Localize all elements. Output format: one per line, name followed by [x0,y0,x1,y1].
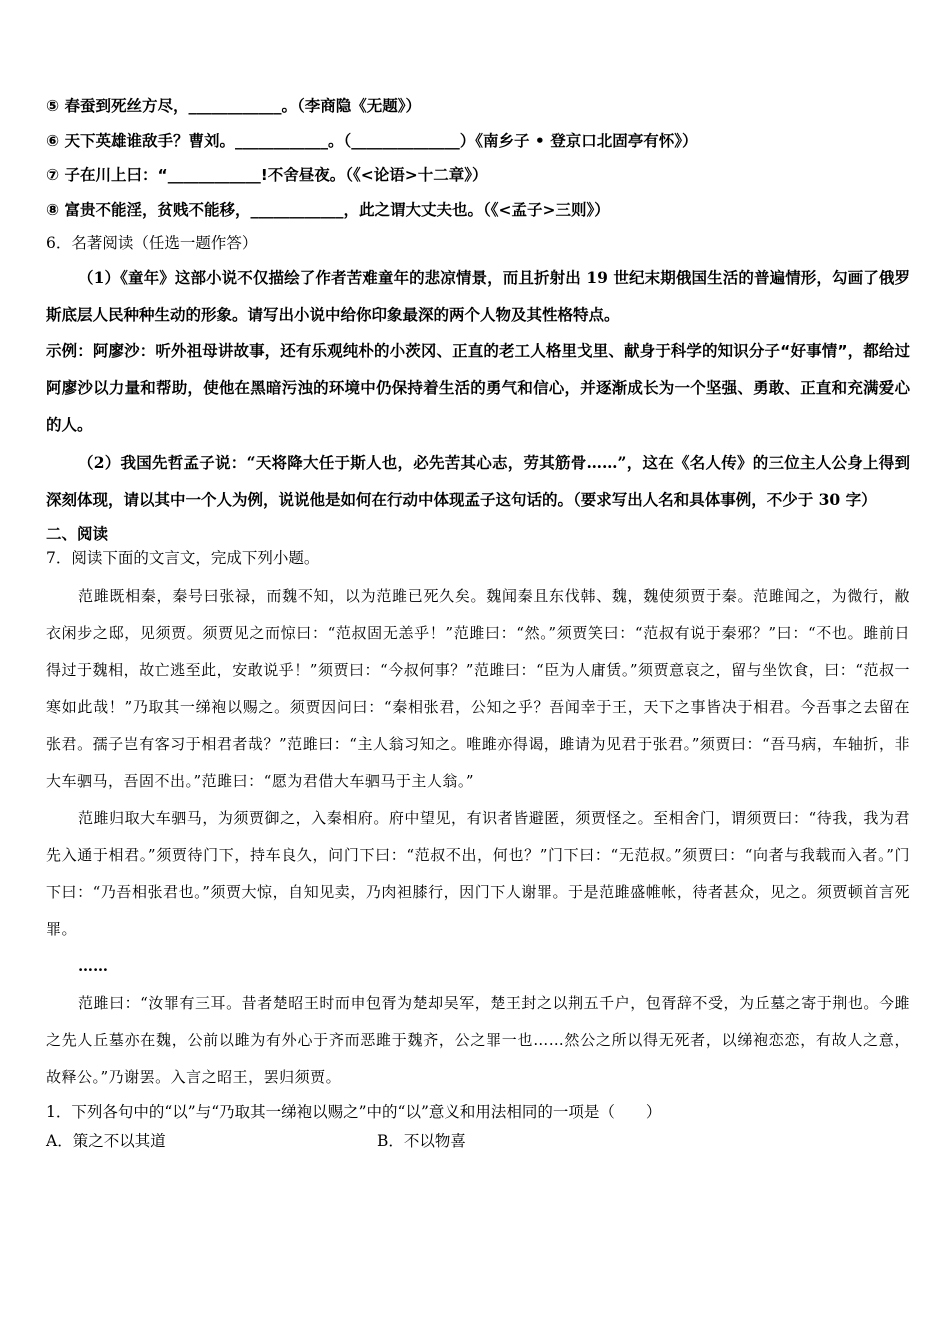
passage-paragraph-2: 范雎归取大车驷马，为须贾御之，入秦相府。府中望见，有识者皆避匿，须贾怪之。至相舍门，谓须贾曰：“待我，我为君先入通于相君。”须贾待门下，持车良久，问门下曰：“范叔不出，何也？”门下曰：“无范叔。”须贾曰：“向者与我载而入者。”门下曰：“乃吾相张君也。”须贾大惊，自知见卖，乃肉袒膝行，因门下人谢罪。于是范雎盛帷帐，待者甚众，见之。须贾顿首言死罪。 [46,809,910,939]
recitation-item-7: ⑦ 子在川上曰：“____________!不舍昼夜。（《<论语>十二章》） [46,166,488,185]
section-2-heading: 二、阅读 [46,525,109,544]
passage-ellipsis: …… [78,957,108,976]
option-a[interactable]: A．策之不以其道 [46,1132,166,1151]
question-6-part-1: （1）《童年》这部小说不仅描绘了作者苦难童年的悲凉情景，而且折射出 19 世纪末期俄国生活的普遍情形，勾画了俄罗斯底层人民种种生动的形象。请写出小说中给你印象最深的两个人物及其性格特点。 [46,268,910,325]
recitation-item-8: ⑧ 富贵不能淫，贫贱不能移，____________，此之谓大丈夫也。（《<孟子>三则》） [46,200,610,219]
recitation-item-5: ⑤ 春蚕到死丝方尽，____________。（李商隐《无题》） [46,97,422,115]
question-6-heading: 6．名著阅读（任选一题作答） [46,234,258,253]
question-6-example: 示例：阿廖沙：听外祖母讲故事，还有乐观纯朴的小茨冈、正直的老工人格里戈里、献身于科学的知识分子“好事情”，都给过阿廖沙以力量和帮助，使他在黑暗污浊的环境中仍保持着生活的勇气和信心，并逐渐成长为一个坚强、勇敢、正直和充满爱心的人。 [46,342,910,435]
passage-paragraph-1: 范雎既相秦，秦号曰张禄，而魏不知，以为范雎已死久矣。魏闻秦且东伐韩、魏，魏使须贾于秦。范雎闻之，为微行，敝衣闲步之邸，见须贾。须贾见之而惊曰：“范叔固无恙乎！”范雎曰：“然。”须贾笑曰：“范叔有说于秦邪？”曰：“不也。雎前日得过于魏相，故亡逃至此，安敢说乎！”须贾曰：“今叔何事？”范雎曰：“臣为人庸赁。”须贾意哀之，留与坐饮食，曰：“范叔一寒如此哉！”乃取其一绨袍以赐之。须贾因问曰：“秦相张君，公知之乎？吾闻幸于王，天下之事皆决于相君。今吾事之去留在张君。孺子岂有客习于相君者哉？”范雎曰：“主人翁习知之。唯雎亦得谒，雎请为见君于张君。”须贾曰：“吾马病，车轴折，非大车驷马，吾固不出。”范雎曰：“愿为君借大车驷马于主人翁。” [46,587,910,791]
recitation-block [46,96,910,220]
passage-paragraph-3: 范雎曰：“汝罪有三耳。昔者楚昭王时而申包胥为楚却吴军，楚王封之以荆五千户，包胥辞不受，为丘墓之寄于荆也。今雎之先人丘墓亦在魏，公前以雎为有外心于齐而恶雎于魏齐，公之罪一也……然公之所以得无死者，以绨袍恋恋，有故人之意，故释公。”乃谢罢。入言之昭王，罢归须贾。 [46,994,910,1087]
sub-question-1-options [46,1126,910,1156]
exam-page [46,96,910,1156]
recitation-item-6: ⑥ 天下英雄谁敌手？曹刘。____________。（______________）《南乡子 • 登京口北固亭有怀》） [46,131,698,150]
sub-question-1-stem: 1．下列各句中的“以”与“乃取其一绨袍以赐之”中的“以”意义和用法相同的一项是（ ） [46,1103,662,1122]
classical-passage [46,578,910,1096]
question-7-heading: 7．阅读下面的文言文，完成下列小题。 [46,549,320,568]
option-b[interactable]: B．不以物喜 [377,1132,466,1151]
question-6-part-2: （2）我国先哲孟子说：“天将降大任于斯人也，必先苦其心志，劳其筋骨……”，这在《名人传》的三位主人公身上得到深刻体现，请以其中一个人为例，说说他是如何在行动中体现孟子这句话的。（要求写出人名和具体事例，不少于 30 字） [46,453,910,510]
